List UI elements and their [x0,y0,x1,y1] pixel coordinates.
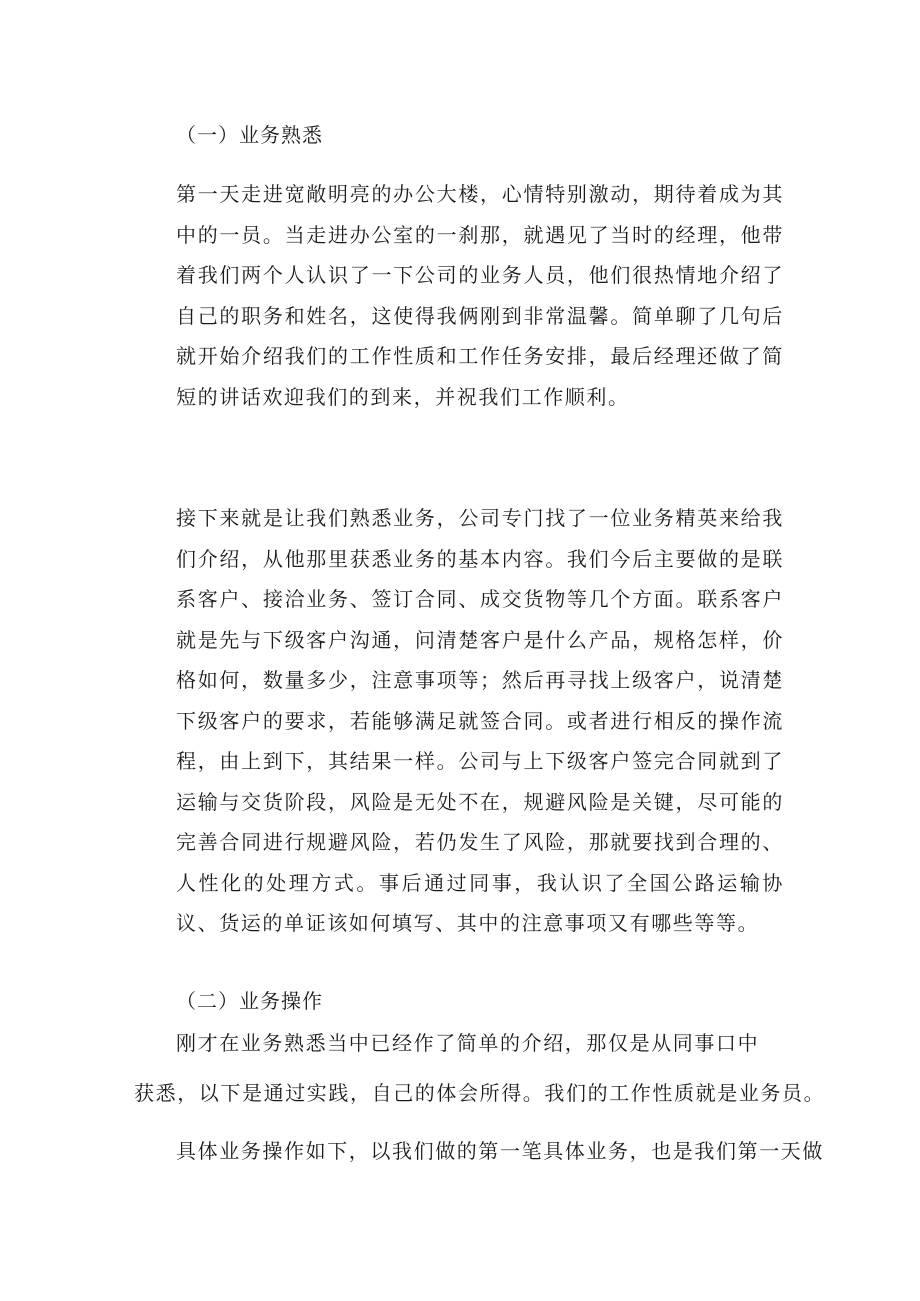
section-heading-familiarization: （一）业务熟悉 [176,123,323,147]
paragraph [134,174,784,417]
text-line: 获悉，以下是通过实践，自己的体会所得。我们的工作性质就是业务员。 [134,1081,826,1105]
paragraph [134,498,784,944]
section-heading-operation: （二）业务操作 [176,989,323,1013]
text-line: 刚才在业务熟悉当中已经作了简单的介绍，那仅是从同事口中 [176,1031,760,1055]
paragraph-text: 第一天走进宽敞明亮的办公大楼，心情特别激动，期待着成为其中的一员。当走进办公室的一刹那，就遇见了当时的经理，他带着我们两个人认识了一下公司的业务人员，他们很热情地介绍了自己的职务和姓名，这使得我俩刚到非常温馨。简单聊了几句后就开始介绍我们的工作性质和工作任务安排，最后经理还做了简短的讲话欢迎我们的到来，并祝我们工作顺利。 [176,182,784,409]
text-line: 具体业务操作如下，以我们做的第一笔具体业务，也是我们第一天做 [176,1139,824,1163]
paragraph-text: 接下来就是让我们熟悉业务，公司专门找了一位业务精英来给我们介绍，从他那里获悉业务的基本内容。我们今后主要做的是联系客户、接洽业务、签订合同、成交货物等几个方面。联系客户就是先与下级客户沟通，问清楚客户是什么产品，规格怎样，价格如何，数量多少，注意事项等；然后再寻找上级客户，说清楚下级客户的要求，若能够满足就签合同。或者进行相反的操作流程，由上到下，其结果一样。公司与上下级客户签完合同就到了运输与交货阶段，风险是无处不在，规避风险是关键，尽可能的完善合同进行规避风险，若仍发生了风险，那就要找到合理的、人性化的处理方式。事后通过同事，我认识了全国公路运输协议、货运的单证该如何填写、其中的注意事项又有哪些等等。 [176,506,784,935]
